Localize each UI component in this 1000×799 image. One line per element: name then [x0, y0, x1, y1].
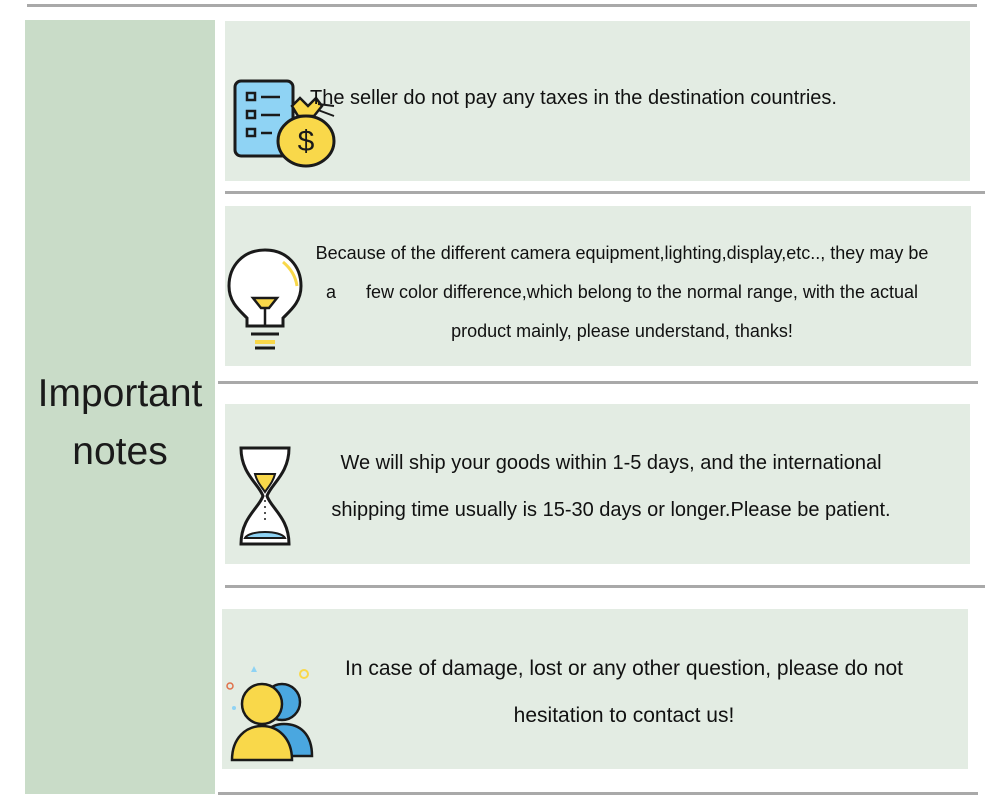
note-line: a few color difference,which belong to the normal range, with the actual: [325, 282, 918, 302]
note-line: The seller do not pay any taxes in the destination countries.: [310, 87, 837, 109]
divider-1: [225, 191, 985, 194]
top-divider: [27, 4, 977, 7]
svg-text:$: $: [297, 125, 315, 158]
divider-2: [218, 381, 978, 384]
note-line: product mainly, please understand, thanks!: [451, 321, 793, 341]
note-text-contact: [304, 645, 944, 739]
note-line: shipping time usually is 15-30 days or longer.Please be patient.: [331, 499, 891, 521]
note-text-shipping: [291, 440, 931, 534]
hourglass-icon: [235, 444, 295, 549]
note-line: Because of the different camera equipment,lighting,display,etc.., they may be: [315, 243, 929, 263]
note-panel-taxes: [225, 21, 970, 181]
note-panel-color-difference: [225, 206, 971, 366]
note-panel-shipping: [225, 404, 970, 564]
bottom-divider: [218, 792, 978, 795]
sidebar-title: [25, 365, 215, 481]
sidebar: [25, 20, 215, 794]
sidebar-title-line-2: notes: [72, 430, 168, 473]
note-text-color-difference: [292, 234, 952, 351]
note-line: We will ship your goods within 1-5 days, and the international: [340, 452, 882, 474]
divider-3: [225, 585, 985, 588]
note-line: hesitation to contact us!: [513, 704, 735, 727]
note-text-taxes: [310, 87, 837, 110]
note-panel-contact: [222, 609, 968, 769]
sidebar-title-line-1: Important: [37, 372, 203, 415]
note-line: In case of damage, lost or any other question, please do not: [344, 657, 904, 680]
